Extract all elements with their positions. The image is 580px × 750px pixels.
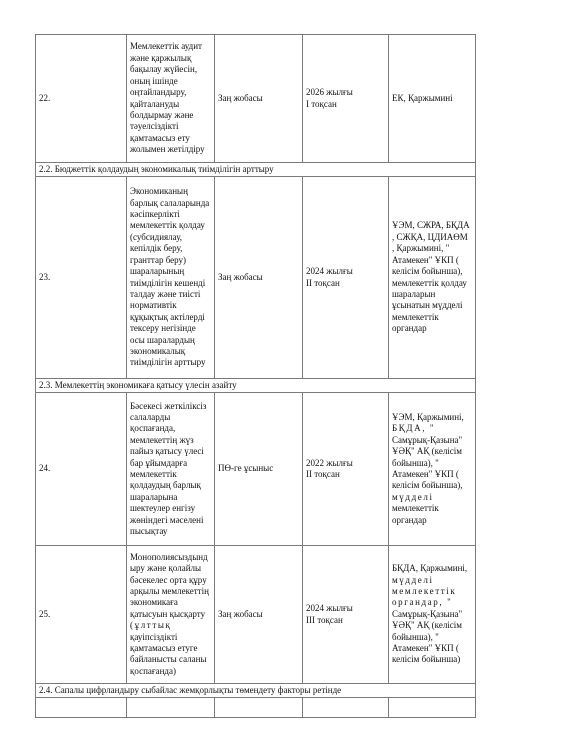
section-row: [36, 684, 476, 698]
empty-cell: [36, 698, 127, 718]
section-row: [36, 379, 476, 393]
completion-form: Заң жобасы: [215, 546, 303, 684]
empty-cell: [215, 698, 303, 718]
empty-cell: [127, 698, 215, 718]
responsible-cell: ЕК, Қаржымині: [389, 35, 476, 163]
table-row: [36, 177, 476, 379]
measure-cell: Мемлекеттік аудит және қаржылық бақылау жүйесін, оның ішінде оңтайландыру, қайталануды болдырмау және тәуелсіздікті қамтамасыз ету жолымен жетілдіру: [127, 35, 215, 163]
empty-cell: [303, 698, 389, 718]
deadline-cell: 2022 жылғы II тоқсан: [303, 393, 389, 546]
table-row: [36, 546, 476, 684]
deadline-cell: 2024 жылғы II тоқсан: [303, 177, 389, 379]
measure-cell: Бәсекесі жеткіліксіз салаларды қоспағанда, мемлекеттің жүз пайыз қатысу үлесі бар ұйымдарға мемлекеттік қолдаудың барлық шараларына шектеулер енгізу жөніндегі мәселені пысықтау: [127, 393, 215, 546]
responsible-cell: ҰЭМ, СЖРА, БҚДА , СЖҚА, ЦДИАӨМ , Қаржымині, " Атамекен" ҰКП ( келісім бойынша), мемлекеттік қолдау шараларын ұсынатын мүдделі мемлекеттік органдар: [389, 177, 476, 379]
row-number: 22.: [36, 35, 127, 163]
empty-cell: [389, 698, 476, 718]
responsible-cell: ҰЭМ, Қаржымині, БҚДА, " Самұрық-Қазына" ҰӘҚ" АҚ (келісім бойынша), " Атамекен" ҰКП ( келісім бойынша), мүдделі мемлекеттік органдар: [389, 393, 476, 546]
completion-form: Заң жобасы: [215, 35, 303, 163]
measure-cell: Экономиканың барлық салаларында кәсіпкерлікті мемлекеттік қолдау (субсидиялау, кепілдік беру, гранттар беру) шараларының тиімділігін кешенді талдау және тиісті нормативтік құқықтық актілерді тексеру негізінде осы шаралардың экономикалық тиімділігін арттыру: [127, 177, 215, 379]
section-row: [36, 163, 476, 177]
row-number: 24.: [36, 393, 127, 546]
completion-form: ПӨ-ге ұсыныс: [215, 393, 303, 546]
measure-cell: Монополиясыздынд ыру және қолайлы бәсекелес орта құру арқылы мемлекеттің экономикаға қатысуын қысқарту (ұлттық қауіпсіздікті қамтамасыз етуге байланысты саланы қоспағанда): [127, 546, 215, 684]
deadline-cell: 2026 жылғы I тоқсан: [303, 35, 389, 163]
row-number: 23.: [36, 177, 127, 379]
completion-form: Заң жобасы: [215, 177, 303, 379]
section-heading: 2.2. Бюджеттік қолдаудың экономикалық тиімділігін арттыру: [36, 163, 476, 177]
table-row: [36, 698, 476, 718]
section-heading: 2.4. Сапалы цифрландыру сыбайлас жемқорлықты төмендету факторы ретінде: [36, 684, 476, 698]
row-number: 25.: [36, 546, 127, 684]
section-heading: 2.3. Мемлекеттің экономикаға қатысу үлесін азайту: [36, 379, 476, 393]
deadline-cell: 2024 жылғы III тоқсан: [303, 546, 389, 684]
table-row: [36, 393, 476, 546]
action-plan-table: [35, 34, 476, 718]
responsible-cell: БҚДА, Қаржымині, мүдделі мемлекеттік органдар, " Самұрық-Қазына" ҰӘҚ" АҚ (келісім бойынша), " Атамекен" ҰКП ( келісім бойынша): [389, 546, 476, 684]
table-row: [36, 35, 476, 163]
